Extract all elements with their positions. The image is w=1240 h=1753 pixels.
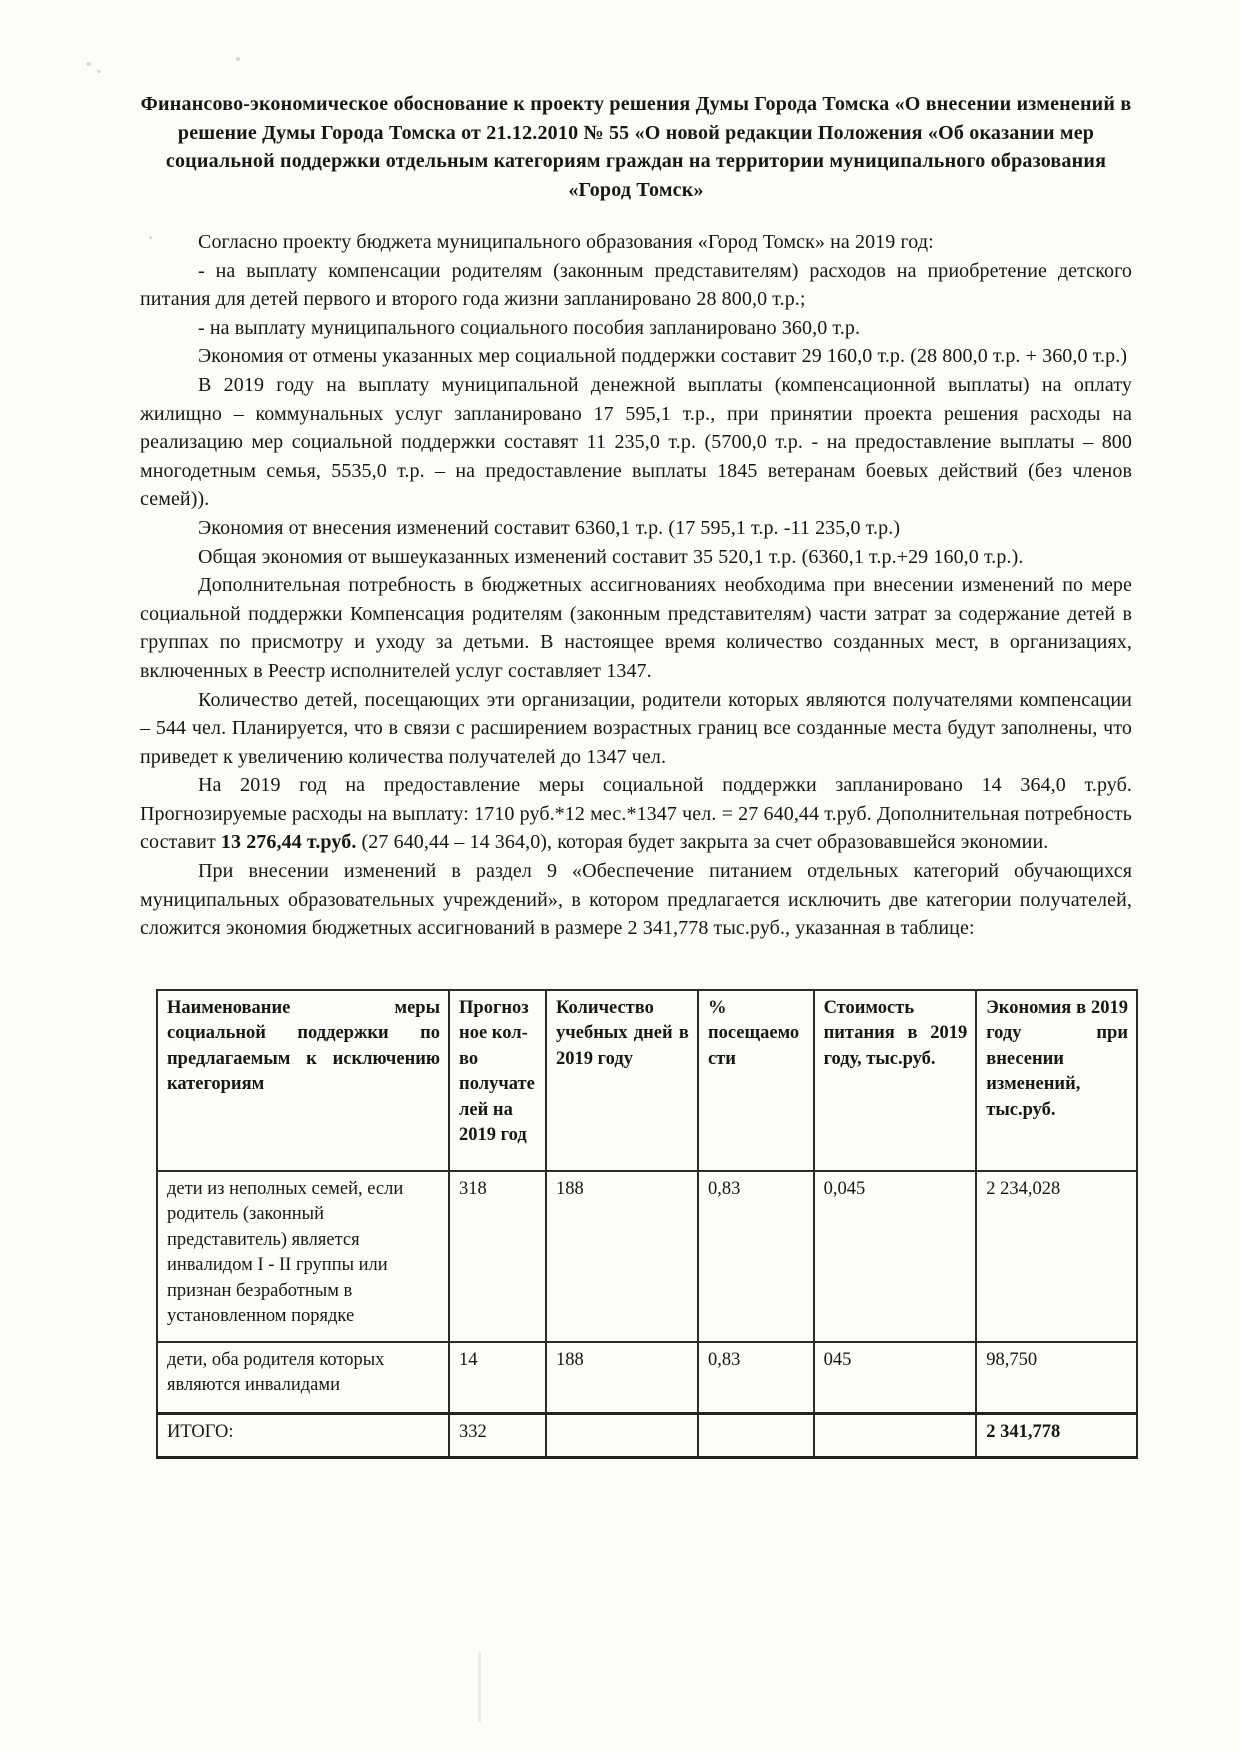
total-cost-empty (814, 1413, 977, 1457)
scan-noise-smudge (478, 1652, 481, 1722)
total-recipients: 332 (449, 1413, 546, 1457)
header-school-days: Количество учебных дней в 2019 году (546, 990, 698, 1171)
cell-days: 188 (546, 1171, 698, 1342)
header-food-cost: Стоимость питания в 2019 году, тыс.руб. (814, 990, 977, 1171)
paragraph-budget-intro: Согласно проекту бюджета муниципального образования «Город Томск» на 2019 год: (198, 231, 934, 253)
bold-amount: 13 276,44 т.руб. (220, 831, 357, 854)
table-header-row (157, 990, 1137, 1171)
scan-noise-speck (236, 57, 240, 61)
header-forecast-recipients: Прогнозное кол-во получателей на 2019 год (449, 990, 546, 1171)
paragraph-savings-from-changes: Экономия от внесения изменений составит 6360,1 т.р. (17 595,1 т.р. -11 235,0 т.р.) (198, 516, 901, 539)
paragraph-additional-need: Дополнительная потребность в бюджетных ассигнованиях необходима при внесении изменений по мере социальной поддержки Компенсация родителям (законным представителям) части затрат за содержание детей в группах по присмотру и уходу за детьми. В настоящее время количество созданных мест, в организациях, включенных в Реестр исполнителей услуг составляет 1347. (140, 574, 1132, 682)
paragraph-municipal-benefit: - на выплату муниципального социального пособия запланировано 360,0 т.р. (198, 316, 861, 339)
total-attendance-empty (698, 1413, 814, 1457)
paragraph-child-food-compensation: - на выплату компенсации родителям (законным представителям) расходов на приобретение детского питания для детей первого и второго года жизни запланировано 28 800,0 т.р.; (140, 259, 1132, 311)
cell-category: дети из неполных семей, если родитель (законный представитель) является инвалидом I - II группы или признан безработным в установленном порядке (157, 1171, 449, 1342)
cell-attendance: 0,83 (698, 1342, 814, 1414)
paragraph-total-savings: Общая экономия от вышеуказанных изменений составит 35 520,1 т.р. (6360,1 т.р.+29 160,0 т.р.). (198, 545, 1024, 568)
paragraph-section9-changes: При внесении изменений в раздел 9 «Обеспечение питанием отдельных категорий обучающихся муниципальных образовательных учреждений», в котором предлагается исключить две категории получателей, сложится экономия бюджетных ассигнований в размере 2 341,778 тыс.руб., указанная в таблице: (140, 860, 1132, 940)
cell-recipients: 14 (449, 1342, 546, 1414)
cell-category: дети, оба родителя которых являются инвалидами (157, 1342, 449, 1414)
total-label: ИТОГО: (157, 1413, 449, 1457)
header-measure-name: Наименование меры социальной поддержки по предлагаемым к исключению категориям (157, 990, 449, 1171)
cell-attendance: 0,83 (698, 1171, 814, 1342)
paragraph-savings-cancelled-measures: Экономия от отмены указанных мер социальной поддержки составит 29 160,0 т.р. (28 800,0 т.р. + 360,0 т.р.) (198, 345, 1128, 368)
cell-days: 188 (546, 1342, 698, 1414)
document-content (140, 90, 1132, 1459)
total-savings: 2 341,778 (976, 1413, 1137, 1457)
scan-noise-speck (86, 62, 91, 66)
cell-savings: 98,750 (976, 1342, 1137, 1414)
cell-recipients: 318 (449, 1171, 546, 1342)
total-days-empty (546, 1413, 698, 1457)
paragraph-text-segment: (27 640,44 – 14 364,0), которая будет закрыта за счет образовавшейся экономии. (356, 831, 1049, 854)
cell-savings: 2 234,028 (976, 1171, 1137, 1342)
paragraph-2019-forecast (140, 771, 1132, 857)
header-attendance-pct: % посещаемости (698, 990, 814, 1171)
table-row (157, 1342, 1137, 1414)
paragraph-children-count: Количество детей, посещающих эти организации, родители которых являются получателями компенсации – 544 чел. Планируется, что в связи с расширением возрастных границ все созданные места будут заполнены, что приведет к увеличению количества получателей до 1347 чел. (140, 688, 1132, 768)
scan-noise-speck (97, 70, 101, 73)
paragraph-housing-payment: В 2019 году на выплату муниципальной денежной выплаты (компенсационной выплаты) на оплату жилищно – коммунальных услуг запланировано 17 595,1 т.р., при принятии проекта решения расходы на реализацию мер социальной поддержки составят 11 235,0 т.р. (5700,0 т.р. - на предоставление выплаты – 800 многодетным семья, 5535,0 т.р. – на предоставление выплаты 1845 ветеранам боевых действий (без членов семей)). (140, 373, 1132, 511)
savings-table (156, 989, 1138, 1459)
cell-cost: 045 (814, 1342, 977, 1414)
document-title: Финансово-экономическое обоснование к проекту решения Думы Города Томска «О внесении изменений в решение Думы Города Томска от 21.12.2010 № 55 «О новой редакции Положения «Об оказании мер социальной поддержки отдельным категориям граждан на территории муниципального образования «Город Томск» (140, 93, 1132, 201)
paragraph-text-segment: На 2019 год на предоставление меры социальной поддержки запланировано 14 364,0 т.руб. Прогнозируемые расходы на выплату: 1710 руб.*12 мес.*1347 чел. = 27 640,44 т.руб. Дополнительная потребность составит (140, 774, 1132, 854)
header-savings: Экономия в 2019 году при внесении изменений, тыс.руб. (976, 990, 1137, 1171)
table-total-row (157, 1413, 1137, 1457)
table-row (157, 1171, 1137, 1342)
cell-cost: 0,045 (814, 1171, 977, 1342)
